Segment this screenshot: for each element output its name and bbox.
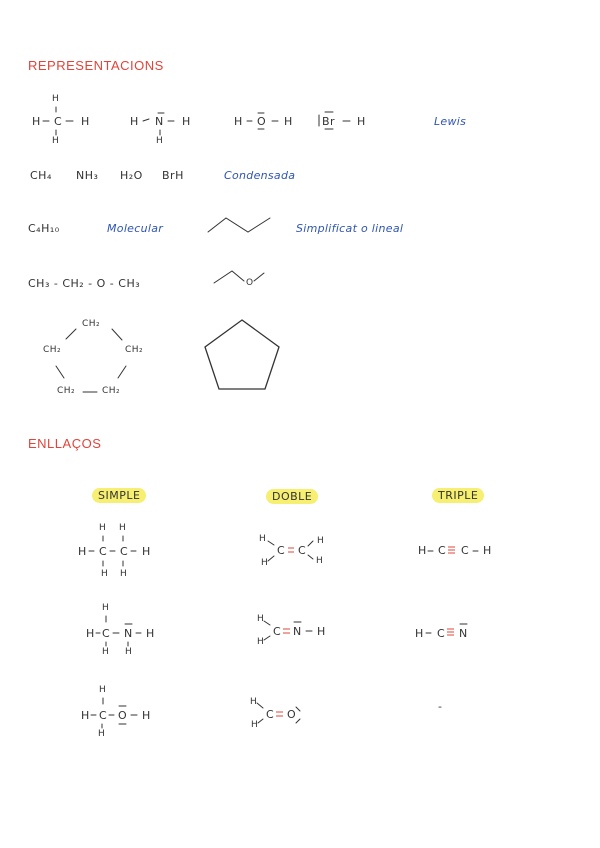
ch2-top: CH₂ [82,319,101,329]
atom-c: C [99,709,108,722]
atom-h: H [234,115,243,128]
atom-c: C [438,544,447,557]
bond-line [258,719,263,723]
header-triple: TRIPLE [432,488,484,503]
bond-line [268,541,274,545]
label-lewis: Lewis [434,115,467,128]
atom-h: H [316,556,324,566]
atom-h: H [52,136,60,146]
atom-h: H [182,115,191,128]
ch2-left: CH₂ [43,345,62,355]
atom-h: H [99,685,107,695]
atom-c: C [273,625,282,638]
atom-h: H [250,697,258,707]
bond-line [257,703,263,708]
atom-c: C [54,115,63,128]
atom-h: H [483,544,492,557]
atom-n: N [459,627,468,640]
atom-h: H [415,627,424,640]
atom-h: H [130,115,139,128]
atom-h: H [99,523,107,533]
header-simple: SIMPLE [92,488,146,503]
bond-line [308,541,313,546]
atom-h: H [119,523,127,533]
formula-c4h10: C₄H₁₀ [28,222,60,235]
atom-h: H [52,94,60,104]
atom-h: H [357,115,366,128]
atom-n: N [155,115,164,128]
atom-o: O [118,709,128,722]
formula-ether: CH₃ - CH₂ - O - CH₃ [28,277,141,290]
bond-line [308,555,313,559]
atom-h: H [317,625,326,638]
atom-o: O [287,708,297,721]
skeletal-oxygen: O [246,278,254,288]
atom-n: N [293,625,302,638]
ring-bond [66,329,76,339]
butane-skeletal [208,218,270,232]
bond-line [268,556,274,561]
atom-h: H [146,627,155,640]
ch2-bottom-left: CH₂ [57,386,76,396]
atom-h: H [32,115,41,128]
atom-h: H [102,603,110,613]
atom-h: H [261,558,269,568]
atom-h: H [81,709,90,722]
ring-bond [56,366,64,378]
atom-h: H [101,569,109,579]
atom-h: H [259,534,267,544]
section-title-enllacos: ENLLAÇOS [28,436,102,451]
atom-c: C [99,545,108,558]
atom-br: Br [322,115,336,128]
atom-o: O [257,115,267,128]
atom-c: C [298,544,307,557]
section-title-representacions: REPRESENTACIONS [28,58,164,73]
formula-ch4: CH₄ [30,169,52,182]
bond-line [264,621,270,625]
ether-skeletal [254,273,264,281]
formula-nh3: NH₃ [76,169,99,182]
atom-h: H [142,709,151,722]
atom-h: H [284,115,293,128]
atom-h: H [317,536,325,546]
atom-c: C [277,544,286,557]
bond-line [264,636,270,640]
atom-h: H [251,720,259,730]
ring-bond [118,366,126,378]
ether-skeletal [214,271,244,283]
label-simplificat: Simplificat o lineal [296,222,404,235]
formula-brh: BrH [162,169,184,182]
atom-h: H [120,569,128,579]
triple-empty-mark: - [438,700,443,713]
lone-pair-line [296,719,300,723]
atom-h: H [418,544,427,557]
atom-c: C [102,627,111,640]
atom-h: H [81,115,90,128]
bond-line [143,119,149,121]
atom-h: H [125,647,133,657]
atom-h: H [142,545,151,558]
atom-h: H [102,647,110,657]
atom-h: H [86,627,95,640]
atom-h: H [156,136,164,146]
atom-n: N [124,627,133,640]
atom-c: C [437,627,446,640]
atom-c: C [120,545,129,558]
cyclopentane-skeletal [205,320,279,389]
ring-bond [112,329,122,340]
formula-h2o: H₂O [120,169,143,182]
ch2-bottom-right: CH₂ [102,386,121,396]
ch2-right: CH₂ [125,345,144,355]
header-doble: DOBLE [266,489,318,504]
atom-h: H [257,637,265,647]
atom-h: H [78,545,87,558]
lone-pair-line [296,707,300,711]
atom-c: C [266,708,275,721]
atom-c: C [461,544,470,557]
atom-h: H [257,614,265,624]
label-condensada: Condensada [224,169,296,182]
atom-h: H [98,729,106,739]
label-molecular: Molecular [107,222,164,235]
